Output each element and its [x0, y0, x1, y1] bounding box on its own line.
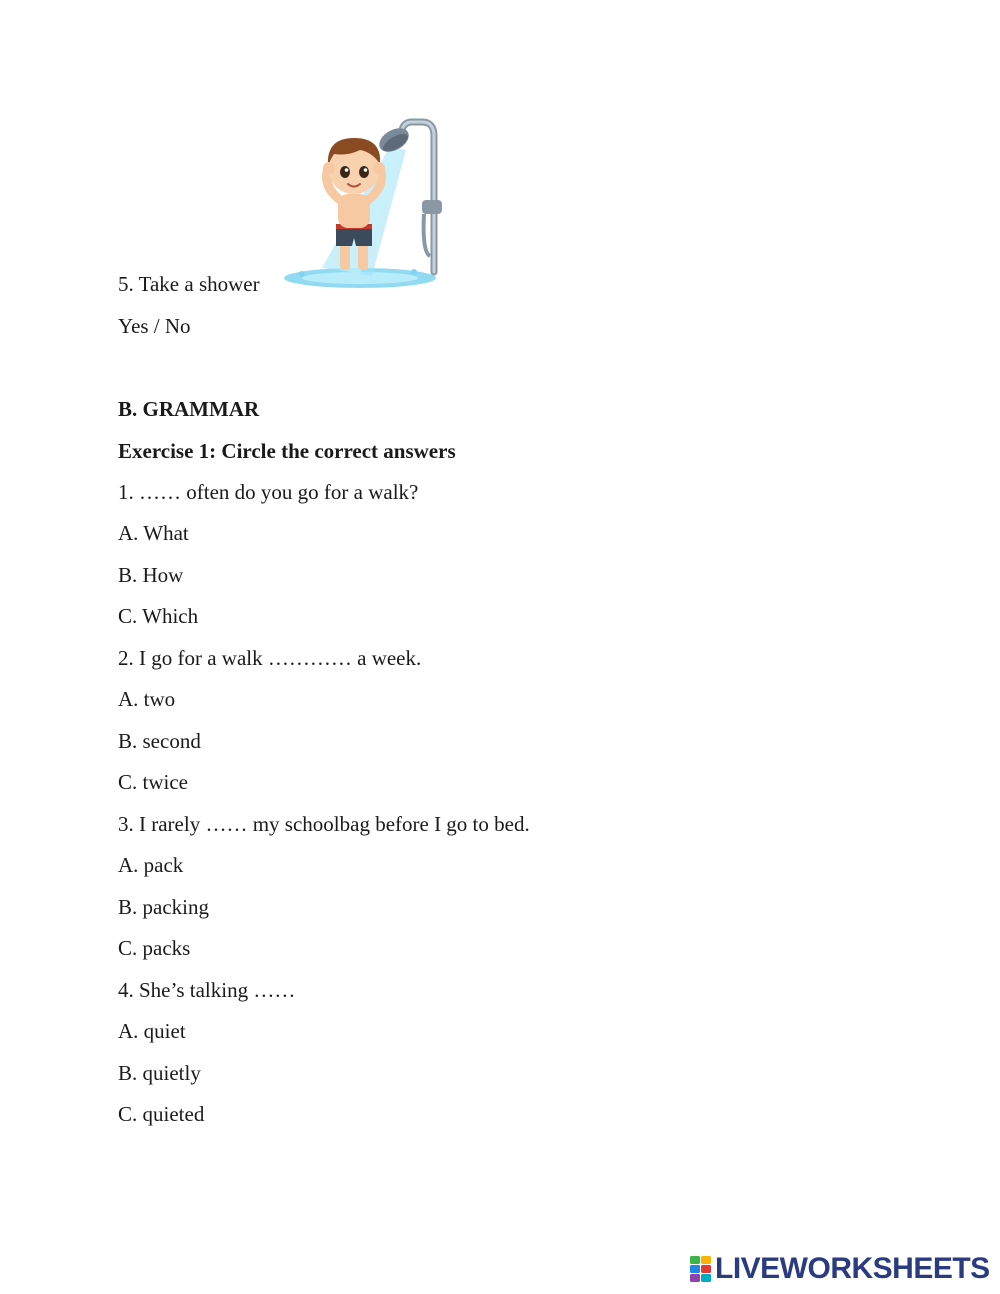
answer-option[interactable]: C. packs	[118, 936, 191, 960]
brand-name: LIVEWORKSHEETS	[715, 1252, 990, 1285]
answer-option[interactable]: A. two	[118, 687, 176, 711]
liveworksheets-logo	[690, 1254, 990, 1284]
take-a-shower-item: 5. Take a shower	[118, 272, 260, 296]
answer-option[interactable]: B. second	[118, 729, 201, 753]
answer-option[interactable]: C. twice	[118, 770, 188, 794]
answer-option[interactable]: C. quieted	[118, 1102, 205, 1126]
answer-option[interactable]: B. quietly	[118, 1061, 201, 1085]
question-stem: 4. She’s talking ……	[118, 978, 296, 1002]
liveworksheets-badge-icon	[690, 1256, 712, 1282]
exercise-title: Exercise 1: Circle the correct answers	[118, 439, 456, 463]
question-stem: 3. I rarely …… my schoolbag before I go to bed.	[118, 812, 530, 836]
shower-boy-illustration	[282, 116, 454, 292]
answer-option[interactable]: A. What	[118, 521, 189, 545]
answer-option[interactable]: C. Which	[118, 604, 199, 628]
answer-option[interactable]: B. packing	[118, 895, 209, 919]
question-stem: 1. …… often do you go for a walk?	[118, 480, 419, 504]
answer-option[interactable]: A. quiet	[118, 1019, 186, 1043]
answer-option[interactable]: B. How	[118, 563, 184, 587]
yes-no-answer: Yes / No	[118, 314, 191, 338]
grammar-heading: B. GRAMMAR	[118, 397, 260, 421]
question-stem: 2. I go for a walk ………… a week.	[118, 646, 422, 670]
answer-option[interactable]: A. pack	[118, 853, 184, 877]
